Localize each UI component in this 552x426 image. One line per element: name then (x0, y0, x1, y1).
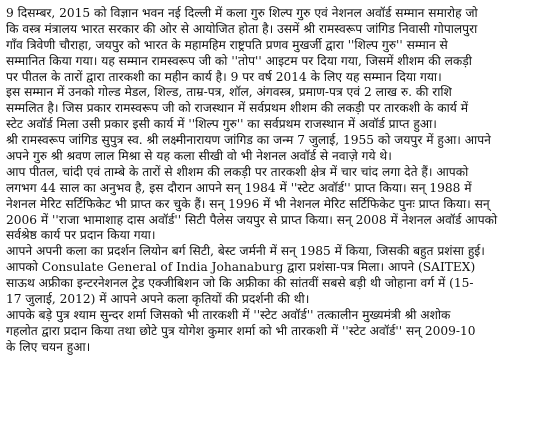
text-line: लगभग 44 साल का अनुभव है, इस दौरान आपने सन् 1984 में ''स्टेट अवॉर्ड'' प्राप्त किया। सन् 1988 में (6, 180, 472, 195)
text-line: 9 दिसम्बर, 2015 को विज्ञान भवन नई दिल्ली में कला गुरु शिल्प गुरु एवं नेशनल अवॉर्ड सम्मान समारोह जो (6, 6, 478, 20)
text-line: नेशनल मेरिट सर्टिफिकेट भी प्राप्त कर चुके हैं। सन् 1996 में भी नेशनल मेरिट सर्टिफिकेट पुनः प्राप्त किया। सन् (6, 196, 490, 211)
text-line: सम्मानित किया गया। यह सम्मान रामस्वरूप जी को ''तोप'' आइटम पर दिया गया, जिसमें शीशम की लकड़ी (6, 53, 472, 68)
text-line: श्री रामस्वरूप जांगिड सुपुत्र स्व. श्री लक्ष्मीनारायण जांगिड का जन्म 7 जुलाई, 1955 को जयपुर में हुआ। आपने (6, 133, 491, 148)
paragraph-award-contents (6, 85, 546, 133)
text-line: गहलोत द्वारा प्रदान किया तथा छोटे पुत्र योगेश कुमार शर्मा को भी तारकशी में ''स्टेट अवॉर्ड'' सन् 2009-10 (6, 323, 476, 338)
paragraph-exhibitions (6, 244, 546, 308)
text-line: सर्वश्रेष्ठ कार्य पर प्रदान किया गया। (6, 228, 156, 243)
paragraph-career-awards (6, 165, 546, 244)
text-line: गाँव त्रिवेणी चौराहा, जयपुर को भारत के महामहिम राष्ट्रपति प्रणव मुखर्जी द्वारा ''शिल्प गुरु'' सम्मान से (6, 37, 448, 52)
text-line: सम्मलित है। जिस प्रकार रामस्वरूप जी को राजस्थान में सर्वप्रथम शीशम की लकड़ी पर तारकशी के कार्य में (6, 101, 468, 116)
text-line: अपने गुरु श्री श्रवण लाल मिश्रा से यह कला सीखी वो भी नेशनल अवॉर्ड से नवाज़े गये थे। (6, 149, 392, 164)
paragraph-sons (6, 308, 546, 356)
text-line: पर पीतल के तारों द्वारा तारकशी का महीन कार्य है। 9 पर वर्ष 2014 के लिए यह सम्मान दिया गया। (6, 69, 442, 84)
text-line: आप पीतल, चांदी एवं ताम्बे के तारों से शीशम की लकड़ी पर तारकशी क्षेत्र में चार चांद लगा देते हैं। आपको (6, 164, 469, 179)
paragraph-biography (6, 133, 546, 165)
text-line: आपको Consulate General of India Johanaburg द्वारा प्रशंसा-पत्र मिला। आपने (SAITEX) (6, 260, 476, 275)
text-line: आपने अपनी कला का प्रदर्शन लियोन बर्ग सिटी, बेस्ट जर्मनी में सन् 1985 में किया, जिसकी बहुत प्रशंसा हुई। (6, 244, 485, 259)
text-line: कि वस्त्र मंत्रालय भारत सरकार की ओर से आयोजित होता है। उसमें श्री रामस्वरूप जांगिड निवासी गोपालपुरा (6, 21, 478, 36)
text-line: के लिए चयन हुआ। (6, 339, 91, 354)
text-line: साऊथ अफ्रीका इन्टरनेशनल ट्रेड एक्जीबिशन जो कि अफ्रीका की सांतवीं सबसे बड़ी थी जोहाना वर्ग में (15- (6, 276, 474, 291)
text-line: इस सम्मान में उनको गोल्ड मेडल, शिल्ड, ताम्र-पत्र, शॉल, अंगवस्त्र, प्रमाण-पत्र एवं 2 लाख रु. की राशि (6, 85, 452, 100)
text-line: आपके बड़े पुत्र श्याम सुन्दर शर्मा जिसको भी तारकशी में ''स्टेट अवॉर्ड'' तत्कालीन मुख्यमंत्री श्री अशोक (6, 307, 451, 322)
text-line: 2006 में ''राजा भामाशाह दास अवॉर्ड'' सिटी पैलेस जयपुर से प्राप्त किया। सन् 2008 में नेशनल अवॉर्ड आपको (6, 212, 498, 227)
paragraph-award-ceremony (6, 6, 546, 85)
text-line: 17 जुलाई, 2012) में आपने अपने कला कृतियों की प्रदर्शनी की थी। (6, 292, 310, 307)
text-line: स्टेट अवॉर्ड मिला उसी प्रकार इसी कार्य में ''शिल्प गुरु'' का सर्वप्रथम राजस्थान में अवॉर्ड प्राप्त हुआ। (6, 117, 437, 132)
